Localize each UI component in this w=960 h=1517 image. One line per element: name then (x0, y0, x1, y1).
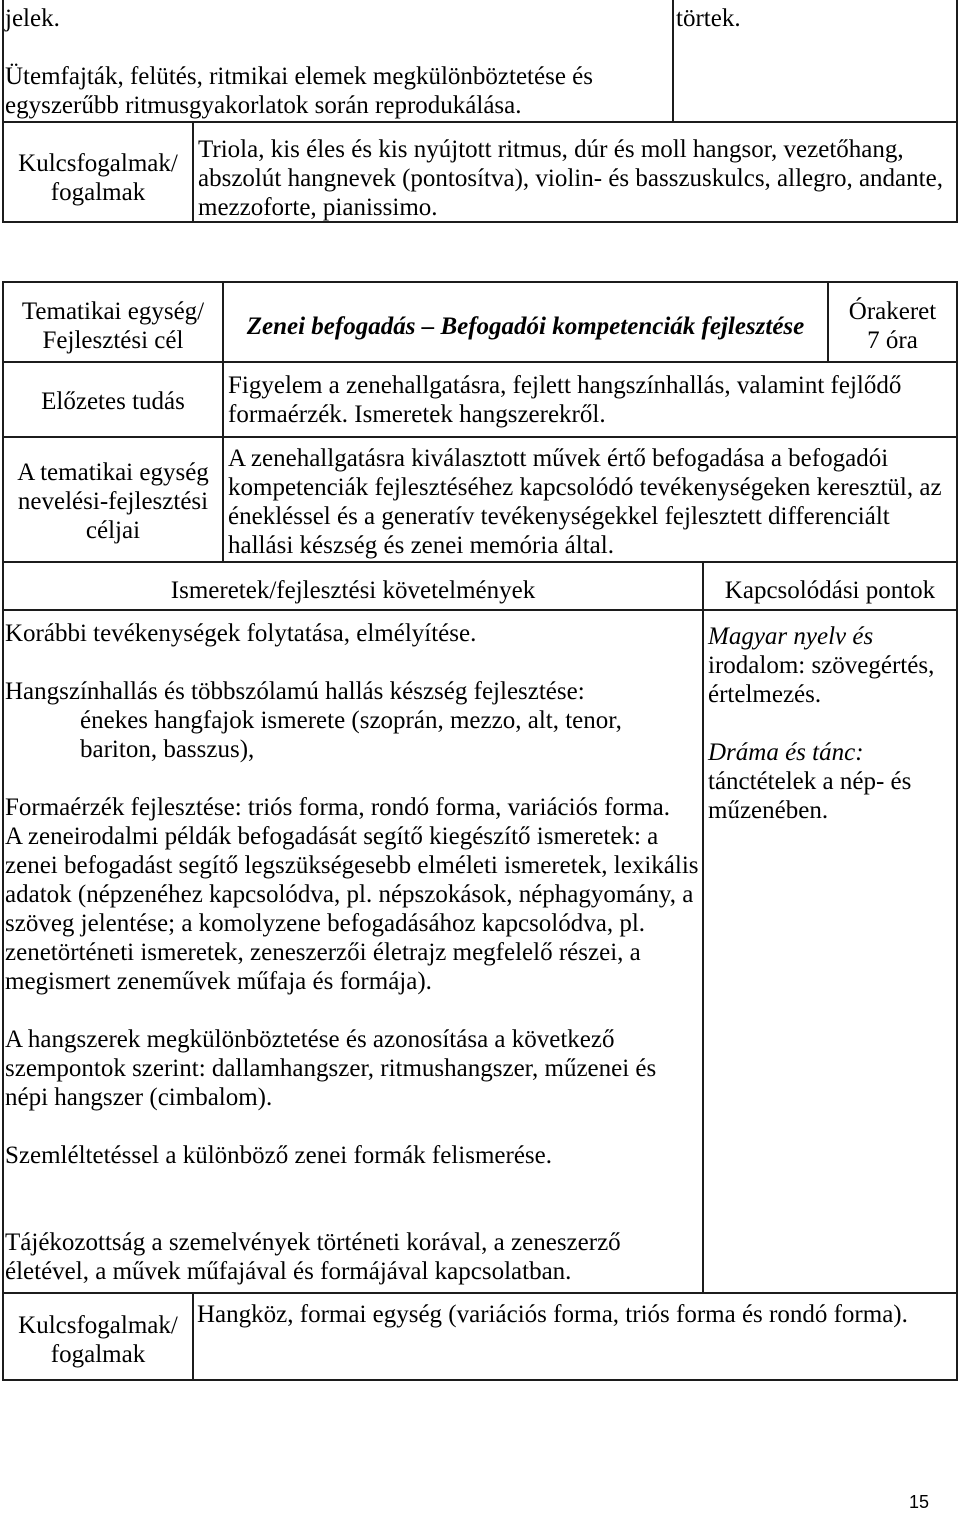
text-line: jelek. (5, 5, 60, 32)
text-line: Ütemfajták, felütés, ritmikai elemek megkülönböztetése és (5, 63, 593, 90)
label-line: nevelési-fejlesztési (17, 487, 209, 515)
key-concepts-label-cell (2, 1292, 194, 1381)
label-line: A tematikai egység (17, 458, 209, 486)
blank-line (5, 648, 702, 677)
text-line: mezzoforte, pianissimo. (198, 194, 438, 221)
blank-line (5, 1199, 702, 1228)
text-line: hallási készség és zenei memória által. (228, 532, 614, 559)
unit-title: Zenei befogadás – Befogadói kompetenciák fejlesztése (246, 312, 805, 340)
label-line: céljai (85, 516, 141, 544)
connections-header-cell (702, 561, 958, 611)
requirement-line: adatok (népzenéhez kapcsolódva, pl. népszokások, néphagyomány, a (5, 881, 694, 908)
blank-line (708, 709, 956, 738)
text-line: törtek. (676, 5, 741, 32)
text-line: abszolút hangnevek (pontosítva), violin- és basszuskulcs, allegro, andante, (198, 165, 943, 192)
label-line: Kulcsfogalmak/ (18, 150, 178, 177)
text-line: A zenehallgatásra kiválasztott művek értő befogadása a befogadói (228, 445, 889, 472)
connection-line: tánctételek a nép- és (708, 768, 912, 795)
blank-line (5, 996, 702, 1025)
requirement-line: szempontok szerint: dallamhangszer, ritmushangszer, műzenei és (5, 1055, 657, 1082)
text-line: Triola, kis éles és kis nyújtott ritmus, dúr és moll hangsor, vezetőhang, (198, 136, 904, 163)
label-line: fogalmak (50, 1341, 146, 1368)
blank-line (5, 1112, 702, 1141)
requirement-line: Tájékozottság a szemelvények történeti korával, a zeneszerző (5, 1229, 621, 1256)
hours-value: 7 óra (867, 327, 918, 354)
previous-connections-cell (672, 0, 958, 123)
requirement-line: Formaérzék fejlesztése: triós forma, rondó forma, variációs forma. (5, 794, 671, 821)
requirements-header-cell (2, 561, 704, 611)
connections-header: Kapcsolódási pontok (724, 576, 936, 604)
requirement-line: szöveg jelentése; a komolyzene befogadásához kapcsolódva, pl. (5, 910, 646, 937)
text-line: Figyelem a zenehallgatásra, fejlett hangszínhallás, valamint fejlődő (228, 372, 902, 399)
prior-knowledge-label-cell (2, 361, 224, 438)
requirement-line: A zeneirodalmi példák befogadását segítő kiegészítő ismeretek: a (5, 823, 659, 850)
blank-line (5, 33, 672, 62)
label-line: Előzetes tudás (41, 387, 185, 415)
requirement-line: zenei befogadást segítő legszükségesebb elméleti ismeretek, lexikális (5, 852, 699, 879)
previous-requirements-cell (2, 0, 674, 123)
connection-line: irodalom: szövegértés, (708, 652, 935, 679)
text-line: kompetenciák fejlesztéséhez kapcsolódó tevékenységeken keresztül, az (228, 474, 942, 501)
connection-line: műzenében. (708, 797, 829, 824)
hours-label: Órakeret (848, 298, 937, 325)
prior-knowledge-text-cell (222, 361, 958, 438)
requirements-header: Ismeretek/fejlesztési követelmények (170, 576, 536, 604)
connection-subject: Dráma és tánc: (708, 739, 864, 766)
connection-subject: Magyar nyelv és (708, 623, 874, 650)
unit-label-cell (2, 281, 224, 363)
label-line: Tematikai egység/ (21, 298, 205, 325)
requirements-cell (2, 609, 704, 1294)
blank-line (5, 764, 702, 793)
label-line: fogalmak (50, 179, 146, 206)
label-line: Kulcsfogalmak/ (18, 1312, 178, 1339)
requirement-line: megismert zeneművek műfaja és formája). (5, 968, 432, 995)
requirement-line: Korábbi tevékenységek folytatása, elmélyítése. (5, 620, 477, 647)
unit-title-cell (222, 281, 829, 363)
connection-line: értelmezés. (708, 681, 822, 708)
requirement-line: népi hangszer (cimbalom). (5, 1084, 273, 1111)
key-concepts-text-cell (192, 121, 958, 223)
requirement-line: zenetörténeti ismeretek, zeneszerzői életrajz megfelelő részei, a (5, 939, 641, 966)
key-concepts-text-cell (192, 1292, 958, 1381)
key-concepts-label-cell (2, 121, 194, 223)
requirement-subline: bariton, basszus), (80, 736, 255, 763)
text-line: énekléssel és a generatív tevékenységekkel fejlesztett differenciált (228, 503, 890, 530)
requirement-line: A hangszerek megkülönböztetése és azonosítása a következő (5, 1026, 615, 1053)
requirement-line: Hangszínhallás és többszólamú hallás készség fejlesztése: (5, 678, 585, 705)
connections-cell (702, 609, 958, 1294)
requirement-line: Szemléltetéssel a különböző zenei formák felismerése. (5, 1142, 553, 1169)
hours-cell (827, 281, 958, 363)
goals-label-cell (2, 436, 224, 563)
requirement-subline: énekes hangfajok ismerete (szoprán, mezzo, alt, tenor, (80, 707, 622, 734)
goals-text-cell (222, 436, 958, 563)
page-number: 15 (909, 1492, 930, 1512)
requirement-line: életével, a művek műfajával és formájával kapcsolatban. (5, 1258, 572, 1285)
text-line: egyszerűbb ritmusgyakorlatok során reprodukálása. (5, 92, 522, 119)
text-line: Hangköz, formai egység (variációs forma, triós forma és rondó forma). (197, 1301, 908, 1328)
blank-line (5, 1170, 702, 1199)
label-line: Fejlesztési cél (42, 327, 184, 354)
text-line: formaérzék. Ismeretek hangszerekről. (228, 401, 606, 428)
